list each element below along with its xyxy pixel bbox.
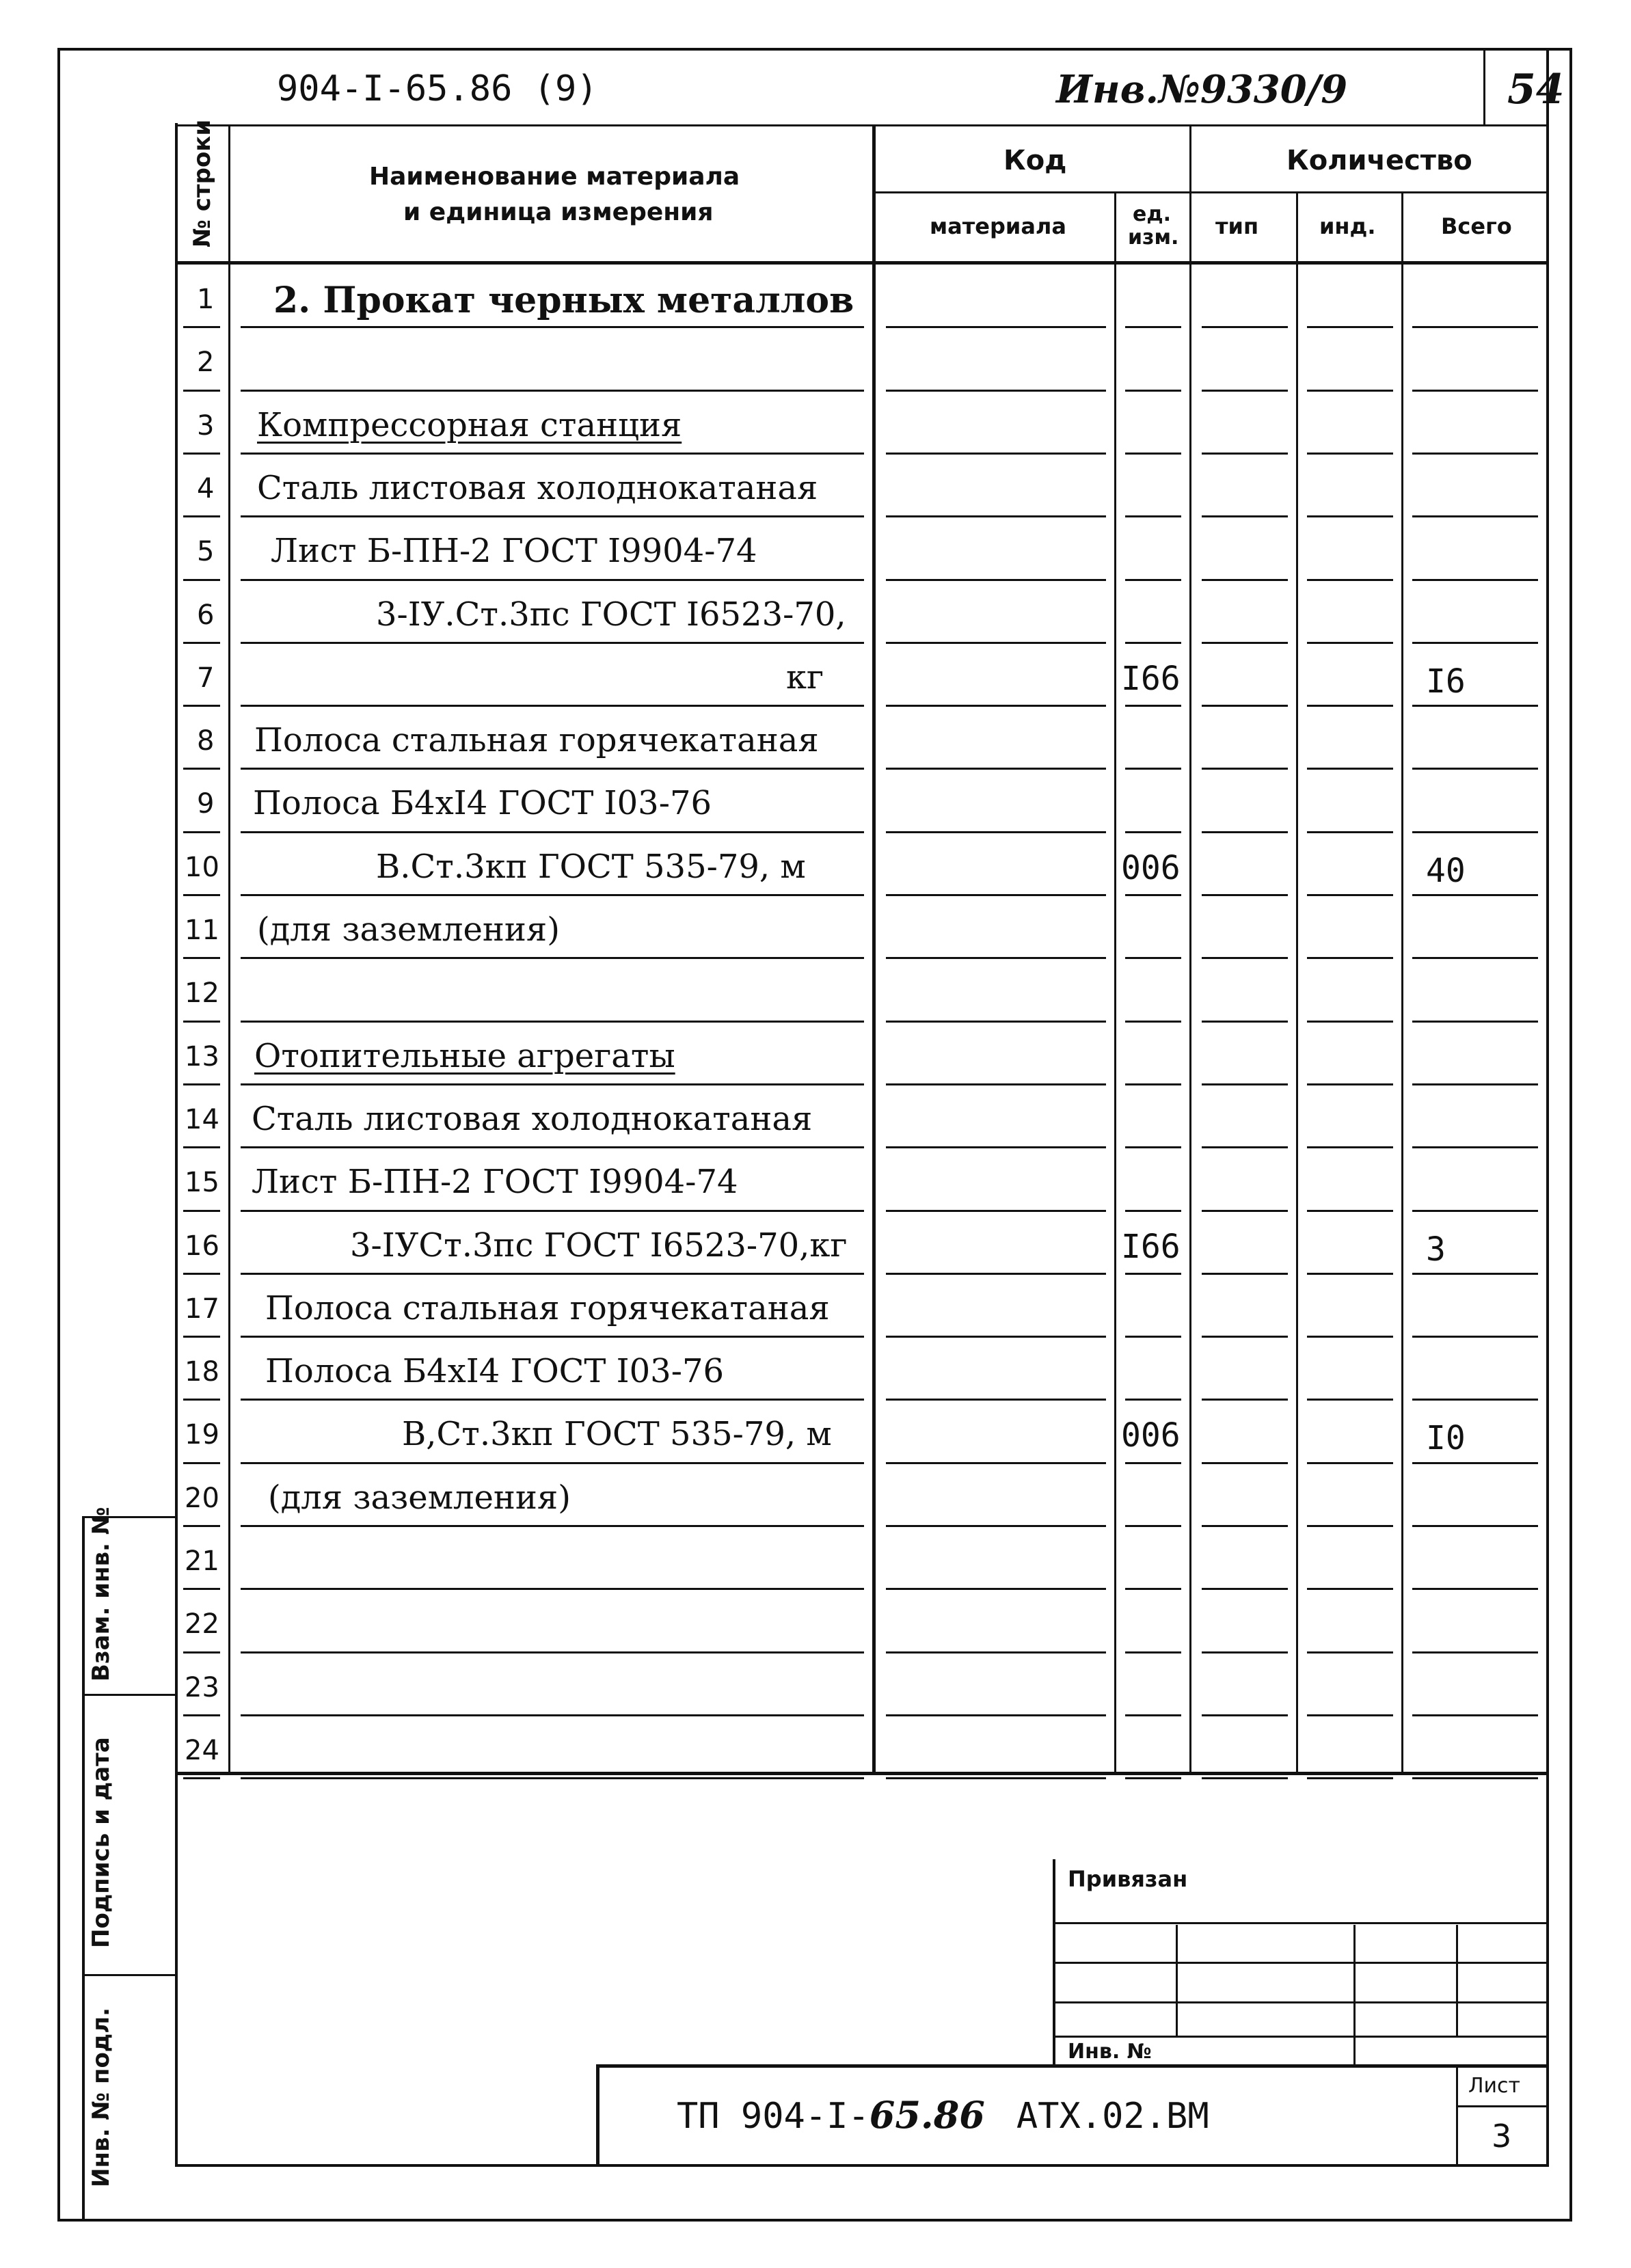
row-separator (886, 768, 1106, 770)
row-separator (886, 1021, 1106, 1023)
row-material-name: кг (786, 658, 824, 697)
row-unit-code: 006 (1121, 1416, 1181, 1455)
row-number: 7 (197, 662, 215, 694)
stamp-col-3 (1456, 1925, 1458, 2036)
row-separator (886, 579, 1106, 581)
title-suffix: АТХ.02.ВМ (1016, 2096, 1209, 2137)
row-separator (183, 326, 220, 328)
row-separator (241, 642, 864, 644)
col-line-unit (1114, 191, 1116, 1772)
stamp-col-2 (1353, 1925, 1356, 2064)
row-separator (1125, 390, 1181, 392)
row-separator (241, 1021, 864, 1023)
row-separator (241, 705, 864, 707)
row-separator (1202, 894, 1288, 896)
row-separator (183, 1146, 220, 1148)
row-separator (1412, 831, 1538, 833)
row-separator (1412, 957, 1538, 959)
row-number: 23 (185, 1671, 219, 1703)
row-separator (241, 768, 864, 770)
row-separator (1307, 1399, 1393, 1401)
row-separator (183, 1336, 220, 1338)
row-separator (1125, 705, 1181, 707)
row-separator (886, 1273, 1106, 1275)
row-number: 12 (185, 977, 219, 1010)
title-code (677, 2093, 1209, 2137)
row-material-name: Сталь листовая холоднокатаная (252, 1099, 813, 1138)
code-unit-label-2: изм. (1128, 226, 1179, 249)
row-separator (1125, 1021, 1181, 1023)
row-separator (1125, 1146, 1181, 1148)
row-separator (1125, 1083, 1181, 1085)
row-separator (1125, 579, 1181, 581)
row-separator (1202, 1273, 1288, 1275)
header-bottom-line (175, 124, 1549, 126)
row-separator (1307, 1462, 1393, 1464)
row-separator (1412, 1336, 1538, 1338)
row-separator (183, 1588, 220, 1590)
row-separator (1202, 579, 1288, 581)
row-material-name: Компрессорная станция (257, 405, 682, 444)
row-separator (1125, 1777, 1181, 1779)
row-separator (1412, 390, 1538, 392)
row-separator (183, 1525, 220, 1527)
row-separator (1202, 453, 1288, 455)
row-separator (886, 1462, 1106, 1464)
row-separator (1307, 831, 1393, 833)
stamp-inv-no: Инв. № (1068, 2040, 1152, 2064)
row-total-qty: 40 (1426, 851, 1466, 890)
row-separator (1202, 1462, 1288, 1464)
stamp-line-2 (1053, 1962, 1546, 1964)
row-separator (183, 390, 220, 392)
row-separator (1125, 1336, 1181, 1338)
row-separator (886, 1588, 1106, 1590)
row-separator (183, 957, 220, 959)
row-separator (1125, 515, 1181, 517)
row-separator (1412, 1714, 1538, 1716)
col-line-total (1401, 191, 1403, 1772)
row-material-name: Полоса стальная горячекатаная (254, 721, 819, 760)
row-separator (183, 515, 220, 517)
row-material-name: 2. Прокат черных металлов (273, 280, 854, 321)
row-number: 10 (185, 851, 219, 883)
name-label-2: и единица измерения (403, 198, 714, 226)
side-strip-divider-1 (82, 1694, 178, 1696)
row-separator (1202, 1399, 1288, 1401)
row-number: 1 (197, 284, 215, 315)
row-total-qty: I0 (1426, 1419, 1466, 1458)
frame-bottom (57, 2219, 1572, 2222)
stamp-line-1 (1053, 1922, 1546, 1924)
qty-label: Количество (1286, 145, 1472, 176)
row-separator (1412, 894, 1538, 896)
title-block-left (596, 2064, 599, 2167)
row-number: 4 (197, 472, 215, 504)
row-number: 18 (185, 1356, 219, 1388)
row-total-qty: I6 (1426, 662, 1466, 701)
row-separator (241, 390, 864, 392)
sheet-number: 3 (1492, 2118, 1512, 2155)
row-separator (1125, 894, 1181, 896)
row-separator (1125, 831, 1181, 833)
row-material-name: Лист Б-ПН-2 ГОСТ I9904-74 (271, 532, 757, 571)
row-separator (1125, 642, 1181, 644)
row-separator (241, 1083, 864, 1085)
row-separator (1307, 579, 1393, 581)
row-separator (1307, 1273, 1393, 1275)
row-number: 8 (197, 725, 215, 757)
row-unit-code: I66 (1121, 659, 1181, 698)
row-separator (1125, 326, 1181, 328)
stamp-line-4 (1053, 2036, 1546, 2038)
row-number: 22 (185, 1608, 219, 1641)
row-separator (183, 1399, 220, 1401)
side-strip-line (82, 1516, 85, 2222)
row-separator (1202, 1146, 1288, 1148)
row-separator (1125, 768, 1181, 770)
row-separator (1412, 1525, 1538, 1527)
row-separator (886, 705, 1106, 707)
row-separator (886, 1714, 1106, 1716)
title-hand: 65.86 (869, 2093, 985, 2137)
row-separator (183, 579, 220, 581)
qty-total-label: Всего (1441, 213, 1512, 239)
row-separator (241, 453, 864, 455)
row-separator (886, 453, 1106, 455)
inv-number: Инв.№9330/9 (1056, 67, 1348, 112)
row-separator (1202, 1210, 1288, 1212)
row-number: 11 (185, 915, 219, 946)
row-separator (183, 1083, 220, 1085)
inner-frame-bottom (175, 2164, 1549, 2167)
row-unit-code: I66 (1121, 1227, 1181, 1266)
row-number: 24 (185, 1734, 219, 1766)
row-separator (1202, 642, 1288, 644)
row-separator (183, 768, 220, 770)
title-block-top (596, 2064, 1549, 2068)
row-separator (1412, 1083, 1538, 1085)
row-separator (1202, 831, 1288, 833)
row-separator (1412, 515, 1538, 517)
row-separator (1307, 1714, 1393, 1716)
row-separator (241, 831, 864, 833)
row-number: 17 (185, 1293, 219, 1325)
row-separator (241, 579, 864, 581)
row-separator (1307, 1777, 1393, 1779)
row-separator (1307, 1083, 1393, 1085)
row-material-name: Сталь листовая холоднокатаная (257, 468, 818, 507)
row-separator (1307, 705, 1393, 707)
row-separator (1412, 768, 1538, 770)
row-separator (1125, 1399, 1181, 1401)
row-separator (1125, 1273, 1181, 1275)
row-number: 14 (185, 1103, 219, 1135)
row-separator (241, 1273, 864, 1275)
row-separator (1307, 894, 1393, 896)
row-separator (1412, 1273, 1538, 1275)
code-material-label: материала (930, 213, 1066, 239)
sheet-label: Лист (1468, 2074, 1521, 2098)
row-separator (1307, 957, 1393, 959)
row-separator (1307, 768, 1393, 770)
row-separator (183, 1210, 220, 1212)
row-separator (1202, 515, 1288, 517)
row-material-name: Полоса Б4хI4 ГОСТ I03-76 (265, 1352, 725, 1391)
stamp-line-3 (1053, 2001, 1546, 2003)
row-separator (1202, 1525, 1288, 1527)
row-unit-code: 006 (1121, 848, 1181, 887)
qty-type-label: тип (1215, 213, 1259, 239)
row-separator (1412, 705, 1538, 707)
row-separator (886, 326, 1106, 328)
row-separator (1202, 1588, 1288, 1590)
row-number: 15 (185, 1167, 219, 1199)
row-separator (886, 642, 1106, 644)
row-separator (1412, 1146, 1538, 1148)
title-block-sheet-line (1456, 2105, 1546, 2107)
row-separator (183, 1651, 220, 1653)
row-separator (241, 1777, 864, 1779)
header-line (175, 261, 1546, 265)
row-separator (183, 1273, 220, 1275)
row-separator (241, 1588, 864, 1590)
row-separator (183, 1021, 220, 1023)
row-separator (886, 1083, 1106, 1085)
row-separator (886, 1399, 1106, 1401)
doc-code: 904-I-65.86 (9) (277, 68, 598, 109)
row-separator (1125, 1714, 1181, 1716)
col-line-name (228, 124, 230, 1772)
row-separator (1412, 1399, 1538, 1401)
row-separator (183, 1777, 220, 1779)
row-material-name: 3-IУ.Ст.3пс ГОСТ I6523-70, (376, 595, 846, 634)
row-separator (241, 1714, 864, 1716)
frame-left (57, 48, 60, 2222)
row-separator (1202, 705, 1288, 707)
row-separator (886, 894, 1106, 896)
row-separator (1307, 453, 1393, 455)
row-separator (1125, 1525, 1181, 1527)
row-separator (886, 515, 1106, 517)
row-separator (241, 326, 864, 328)
row-number: 21 (185, 1545, 219, 1577)
row-separator (241, 1651, 864, 1653)
row-separator (1202, 768, 1288, 770)
row-separator (1125, 1588, 1181, 1590)
row-number: 9 (197, 788, 215, 820)
table-bottom-line (175, 1772, 1546, 1775)
row-separator (241, 957, 864, 959)
side-label-podpis: Подпись и дата (87, 1737, 115, 1948)
row-material-name: 3-IУСт.3пс ГОСТ I6523-70,кг (350, 1226, 848, 1265)
row-material-name: (для заземления) (257, 910, 560, 949)
code-label: Код (1003, 145, 1067, 176)
inner-frame-right (1546, 48, 1549, 2167)
row-separator (1125, 957, 1181, 959)
row-separator (1202, 1651, 1288, 1653)
row-separator (1412, 1651, 1538, 1653)
row-separator (241, 1525, 864, 1527)
row-separator (1125, 1651, 1181, 1653)
row-separator (1412, 326, 1538, 328)
name-label-1: Наименование материала (369, 163, 740, 191)
page-number: 54 (1507, 66, 1565, 113)
row-separator (241, 1336, 864, 1338)
row-total-qty: 3 (1426, 1230, 1446, 1269)
row-separator (1412, 453, 1538, 455)
row-separator (1307, 1336, 1393, 1338)
row-separator (1202, 1336, 1288, 1338)
row-material-name: Полоса стальная горячекатаная (265, 1288, 830, 1327)
row-separator (1202, 326, 1288, 328)
row-separator (1307, 1588, 1393, 1590)
stamp-col-1 (1176, 1925, 1178, 2036)
row-number: 6 (197, 599, 215, 631)
code-unit-label-1: ед. (1133, 202, 1171, 226)
row-separator (1307, 1651, 1393, 1653)
row-separator (886, 957, 1106, 959)
row-separator (886, 1146, 1106, 1148)
col-line-material (872, 124, 876, 1772)
row-number: 16 (185, 1230, 219, 1262)
row-separator (1202, 957, 1288, 959)
row-number: 5 (197, 536, 215, 568)
row-material-name: Полоса Б4хI4 ГОСТ I03-76 (253, 784, 712, 823)
frame-right (1569, 48, 1572, 2222)
row-separator (1307, 642, 1393, 644)
row-separator (241, 1146, 864, 1148)
row-separator (886, 831, 1106, 833)
header-mid-line (876, 191, 1546, 193)
row-separator (886, 1210, 1106, 1212)
row-no-label: № строки (189, 119, 216, 247)
row-number: 13 (185, 1040, 219, 1072)
row-separator (241, 1210, 864, 1212)
col-line-type (1189, 124, 1191, 1772)
row-separator (183, 1462, 220, 1464)
privyazan-label: Привязан (1068, 1866, 1188, 1892)
col-line-ind (1296, 191, 1298, 1772)
row-separator (1307, 1525, 1393, 1527)
row-separator (1307, 515, 1393, 517)
side-label-vzam: Взам. инв. № (87, 1507, 115, 1682)
frame-top (57, 48, 1572, 51)
row-separator (1412, 1588, 1538, 1590)
row-separator (1307, 1210, 1393, 1212)
row-separator (183, 642, 220, 644)
row-separator (183, 1714, 220, 1716)
row-material-name: Лист Б-ПН-2 ГОСТ I9904-74 (252, 1163, 738, 1202)
title-prefix: ТП 904-I- (677, 2096, 870, 2137)
side-strip-divider-2 (82, 1974, 178, 1976)
row-separator (1202, 1021, 1288, 1023)
row-separator (1412, 1021, 1538, 1023)
row-separator (886, 1777, 1106, 1779)
row-separator (1202, 1714, 1288, 1716)
row-separator (1307, 326, 1393, 328)
title-block-sheet-divider (1456, 2064, 1458, 2167)
row-number: 2 (197, 347, 215, 379)
row-separator (1412, 1210, 1538, 1212)
qty-ind-label: инд. (1319, 213, 1376, 239)
row-separator (886, 1651, 1106, 1653)
side-label-inv-podl: Инв. № подл. (87, 2007, 115, 2187)
inner-frame-left (175, 123, 178, 2167)
row-separator (1307, 1021, 1393, 1023)
row-separator (886, 390, 1106, 392)
row-material-name: В.Ст.3кп ГОСТ 535-79, м (376, 847, 806, 886)
row-separator (1412, 642, 1538, 644)
row-separator (1202, 1777, 1288, 1779)
row-separator (241, 515, 864, 517)
row-separator (1202, 1083, 1288, 1085)
row-number: 3 (197, 409, 215, 442)
row-separator (183, 894, 220, 896)
row-separator (1125, 453, 1181, 455)
row-separator (183, 705, 220, 707)
row-separator (183, 831, 220, 833)
row-number: 19 (185, 1419, 219, 1451)
row-separator (1125, 1462, 1181, 1464)
row-separator (1307, 390, 1393, 392)
row-separator (1307, 1146, 1393, 1148)
row-separator (241, 894, 864, 896)
row-separator (886, 1336, 1106, 1338)
row-number: 20 (185, 1482, 219, 1514)
row-separator (1125, 1210, 1181, 1212)
row-separator (1412, 1777, 1538, 1779)
page-number-divider (1483, 49, 1485, 124)
row-material-name: Отопительные агрегаты (254, 1036, 675, 1075)
row-separator (241, 1462, 864, 1464)
row-separator (1412, 579, 1538, 581)
row-separator (183, 453, 220, 455)
row-separator (241, 1399, 864, 1401)
row-material-name: (для заземления) (268, 1478, 571, 1517)
row-separator (1412, 1462, 1538, 1464)
row-material-name: В,Ст.3кп ГОСТ 535-79, м (402, 1415, 832, 1454)
row-separator (1202, 390, 1288, 392)
row-separator (886, 1525, 1106, 1527)
